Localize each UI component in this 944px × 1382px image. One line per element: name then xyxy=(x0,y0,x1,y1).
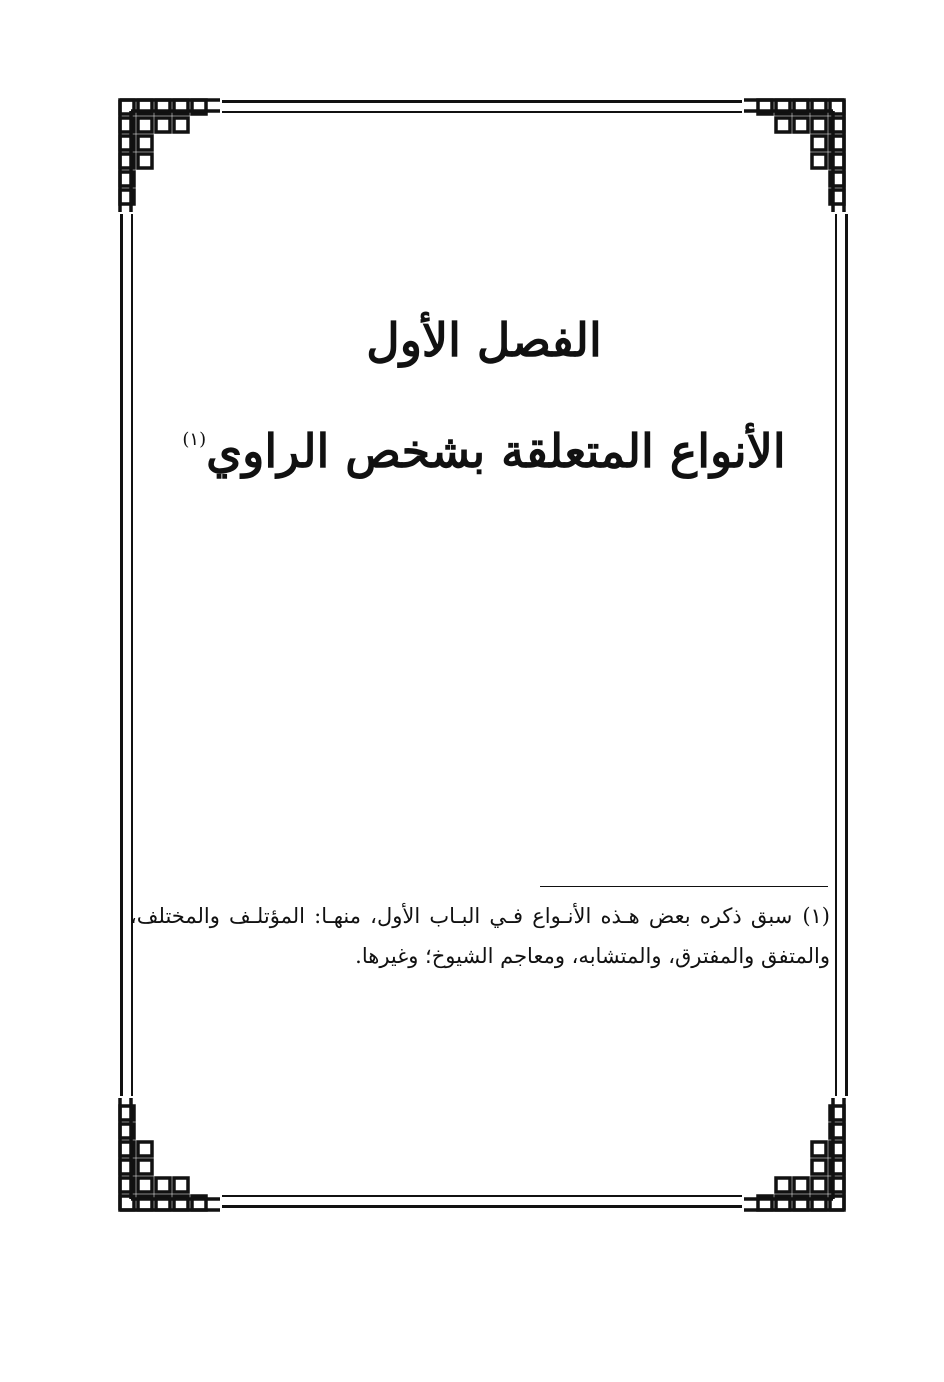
footnote-number: (١) xyxy=(802,904,830,928)
footnote-text: سبق ذكره بعض هـذه الأنـواع فـي البـاب الأول، منهـا: المؤتلـف والمختلف، والمتفق والمفترق، والمتشابه، ومعاجم الشيوخ؛ وغيرها. xyxy=(130,904,830,968)
footnote-separator xyxy=(540,886,828,887)
chapter-title: الفصل الأول xyxy=(366,313,602,367)
greek-key-corner-icon xyxy=(112,94,222,214)
greek-key-corner-icon xyxy=(742,94,852,214)
footnote-reference[interactable]: (١) xyxy=(182,429,207,450)
page-border-inner xyxy=(131,111,837,1197)
chapter-subtitle xyxy=(131,408,837,483)
greek-key-corner-icon xyxy=(742,1096,852,1216)
chapter-subtitle-text: الأنواع المتعلقة بشخص الراوي xyxy=(206,424,786,478)
footnote xyxy=(130,896,830,976)
greek-key-corner-icon xyxy=(112,1096,222,1216)
